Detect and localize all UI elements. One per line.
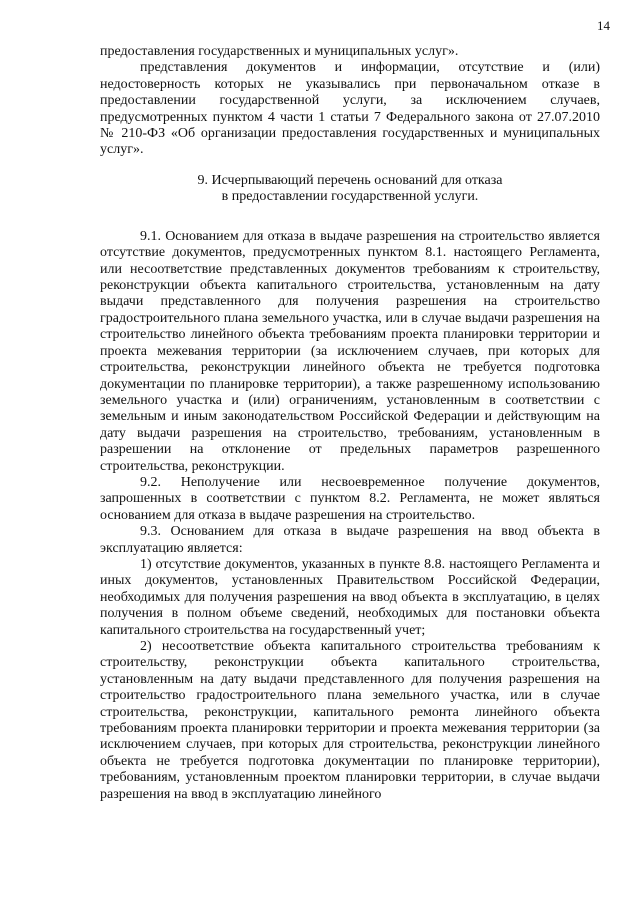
page-number: 14 [597, 18, 610, 33]
section-heading [100, 173, 600, 205]
paragraph: представления документов и информации, отсутствие и (или) недостоверность которых не указывались при первоначальном отказе в предоставлении государственной услуги, за исключением случаев, предусмотренных пунктом 4 части 1 статьи 7 Федерального закона от 27.07.2010 № 210-ФЗ «Об организации предоставления государственных и муниципальных услуг». [100, 60, 600, 158]
section-heading-line-2: в предоставлении государственной услуги. [221, 188, 479, 204]
document-body [100, 44, 600, 803]
paragraph: 2) несоответствие объекта капитального строительства требованиям к строительству, реконструкции объекта капитального строительства, установленным на дату выдачи представленного для получения разрешения на строительство градостроительного плана земельного участка, или в случае строительства, реконструкции, капитального ремонта линейного объекта требованиям проекта планировки территории и проекта межевания территории (за исключением случаев, при которых для строительства, реконструкции линейного объекта не требуется подготовка документации по планировке территории), требованиям, установленным проектом планировки территории, в случае выдачи разрешения на ввод в эксплуатацию линейного [100, 639, 600, 802]
paragraph: 9.3. Основанием для отказа в выдаче разрешения на ввод объекта в эксплуатацию является: [100, 524, 600, 556]
section-heading-line-1: 9. Исчерпывающий перечень оснований для отказа [197, 172, 503, 188]
paragraph: 9.2. Неполучение или несвоевременное получение документов, запрошенных в соответствии с пунктом 8.2. Регламента, не может являться основанием для отказа в выдаче разрешения на строительство. [100, 474, 600, 523]
paragraph: предоставления государственных и муниципальных услуг». [100, 44, 459, 59]
paragraph: 1) отсутствие документов, указанных в пункте 8.8. настоящего Регламента и иных документов, установленных Правительством Российской Федерации, необходимых для получения разрешения на ввод объекта в эксплуатацию, в целях получения в полном объеме сведений, необходимых для постановки объекта капитального строительства на государственный учет; [100, 556, 600, 638]
paragraph: 9.1. Основанием для отказа в выдаче разрешения на строительство является отсутствие документов, предусмотренных пунктом 8.1. настоящего Регламента, или несоответствие представленных документов требованиям к строительству, реконструкции объекта капитального строительства, установленным на дату выдачи представленного для получения разрешения на строительство градостроительного плана земельного участка, или в случае выдачи разрешения на строительство линейного объекта требованиям проекта планировки территории и проекта межевания территории (за исключением случаев, при которых для строительства, реконструкции линейного объекта не требуется подготовка документации по планировке территории), а также разрешенному использованию земельного участка и (или) ограничениям, установленным в соответствии с земельным и иным законодательством Российской Федерации и действующим на дату выдачи разрешения на строительство, требованиям, установленным в разрешении на отклонение от предельных параметров разрешенного строительства, реконструкции. [100, 228, 600, 474]
